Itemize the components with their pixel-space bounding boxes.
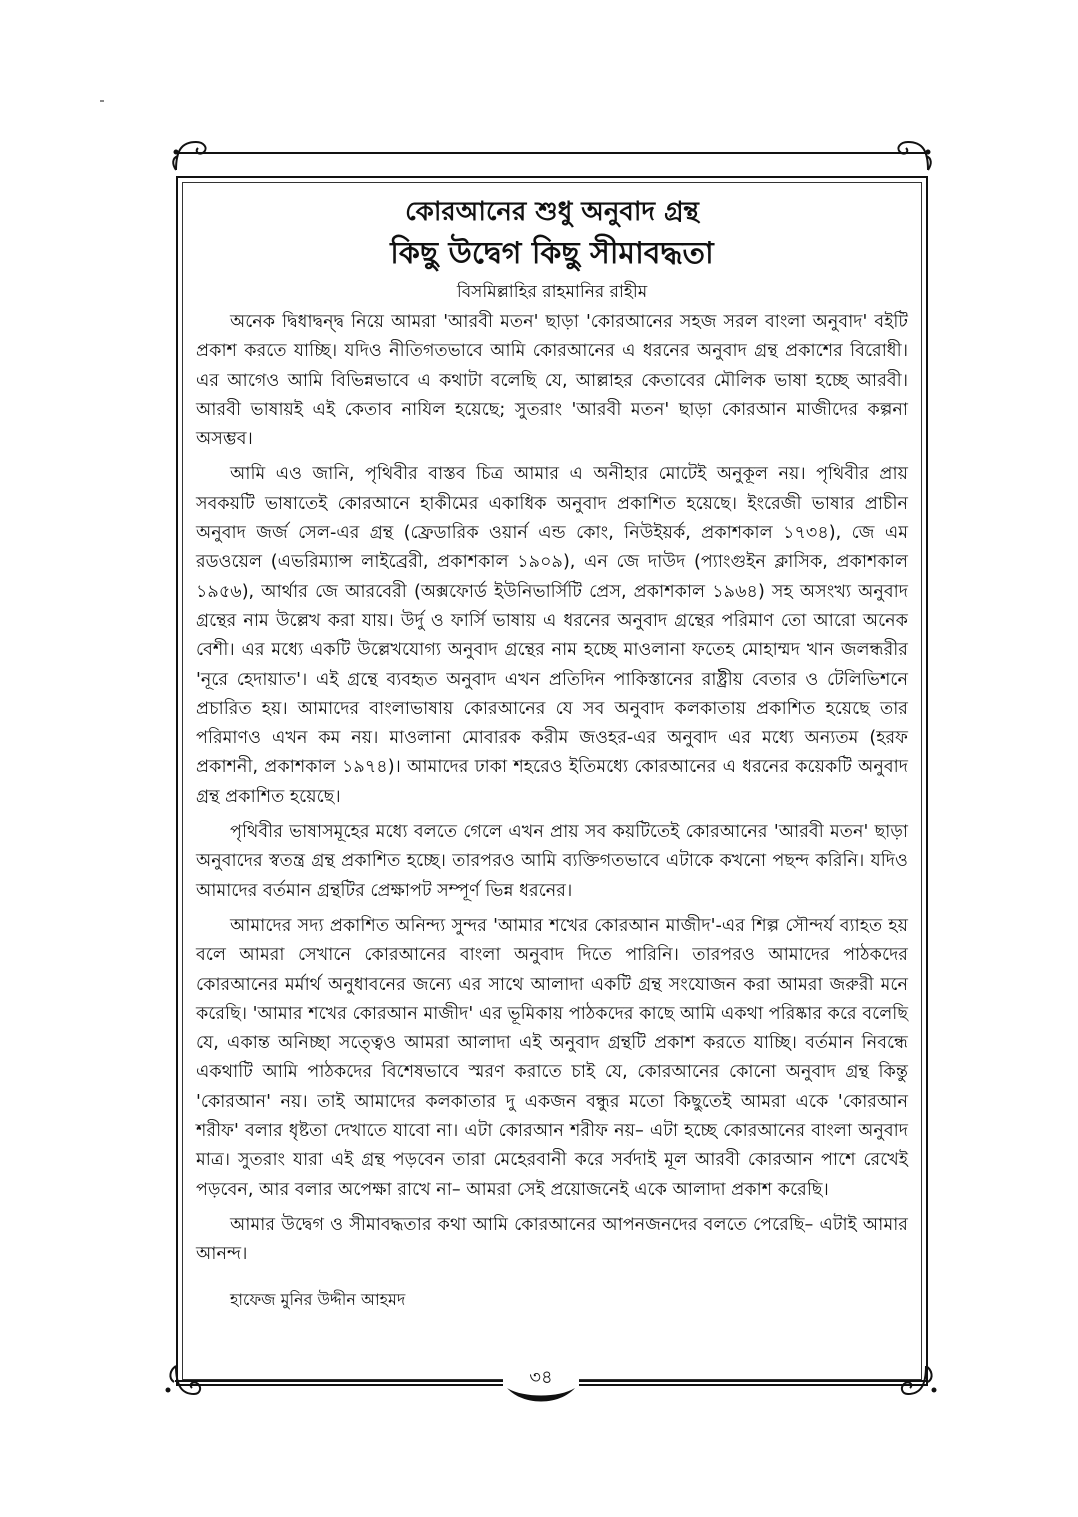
page-number-box	[503, 1362, 579, 1412]
basmala: বিসমিল্লাহির রাহমানির রাহীম	[456, 282, 648, 302]
paragraph: আমি এও জানি, পৃথিবীর বাস্তব চিত্র আমার এ অনীহার মোটেই অনুকূল নয়। পৃথিবীর প্রায় সবকয়টি ভাষাতেই কোরআনে হাকীমের একাধিক অনুবাদ প্রকাশিত হয়েছে। ইংরেজী ভাষার প্রাচীন অনুবাদ জর্জ সেল-এর গ্রন্থ (ফ্রেডারিক ওয়ার্ন এন্ড কোং, নিউইয়র্ক, প্রকাশকাল ১৭৩৪), জে এম রডওয়েল (এভরিম্যান্স লাইব্রেরী, প্রকাশকাল ১৯০৯), এন জে দাউদ (প্যাংগুইন ক্লাসিক, প্রকাশকাল ১৯৫৬), আর্থার জে আরবেরী (অক্সফোর্ড ইউনিভার্সিটি প্রেস, প্রকাশকাল ১৯৬৪) সহ অসংখ্য অনুবাদ গ্রন্থের নাম উল্লেখ করা যায়। উর্দু ও ফার্সি ভাষায় এ ধরনের অনুবাদ গ্রন্থের পরিমাণ তো আরো অনেক বেশী। এর মধ্যে একটি উল্লেখযোগ্য অনুবাদ গ্রন্থের নাম হচ্ছে মাওলানা ফতেহ মোহাম্মদ খান জলন্ধরীর 'নূরে হেদায়াত'। এই গ্রন্থে ব্যবহৃত অনুবাদ এখন প্রতিদিন পাকিস্তানের রাষ্ট্রীয় বেতার ও টেলিভিশনে প্রচারিত হয়। আমাদের বাংলাভাষায় কোরআনের যে সব অনুবাদ কলকাতায় প্রকাশিত হয়েছে তার পরিমাণও এখন কম নয়। মাওলানা মোবারক করীম জওহর-এর অনুবাদ এর মধ্যে অন্যতম (হরফ প্রকাশনী, প্রকাশকাল ১৯৭৪)। আমাদের ঢাকা শহরেও ইতিমধ্যে কোরআনের এ ধরনের কয়েকটি অনুবাদ গ্রন্থ প্রকাশিত হয়েছে।	[196, 464, 908, 807]
corner-ornament-top-left	[168, 130, 214, 176]
article	[196, 192, 908, 1314]
paragraph: পৃথিবীর ভাষাসমূহের মধ্যে বলতে গেলে এখন প্রায় সব কয়টিতেই কোরআনের 'আরবী মতন' ছাড়া অনুবাদের স্বতন্ত্র গ্রন্থ প্রকাশিত হচ্ছে। তারপরও আমি ব্যক্তিগতভাবে এটাকে কখনো পছন্দ করিনি। যদিও আমাদের বর্তমান গ্রন্থটির প্রেক্ষাপট সম্পূর্ণ ভিন্ন ধরনের।	[196, 822, 908, 901]
corner-ornament-bottom-left	[160, 1360, 206, 1406]
article-title: কোরআনের শুধু অনুবাদ গ্রন্থ	[405, 197, 699, 227]
paragraph: আমার উদ্বেগ ও সীমাবদ্ধতার কথা আমি কোরআনের আপনজনদের বলতে পেরেছি– এটাই আমার আনন্দ।	[196, 1214, 908, 1265]
corner-ornament-top-right	[890, 130, 936, 176]
top-border-rule	[175, 152, 927, 154]
paragraph: অনেক দ্বিধাদ্বন্দ্ব নিয়ে আমরা 'আরবী মতন' ছাড়া 'কোরআনের সহজ সরল বাংলা অনুবাদ' বইটি প্রকাশ করতে যাচ্ছি। যদিও নীতিগতভাবে আমি কোরআনের এ ধরনের অনুবাদ গ্রন্থ প্রকাশের বিরোধী। এর আগেও আমি বিভিন্নভাবে এ কথাটা বলেছি যে, আল্লাহর কেতাবের মৌলিক ভাষা হচ্ছে আরবী। আরবী ভাষায়ই এই কেতাব নাযিল হয়েছে; সুতরাং 'আরবী মতন' ছাড়া কোরআন মাজীদের কল্পনা অসম্ভব।	[196, 312, 908, 450]
article-subtitle: কিছু উদ্বেগ কিছু সীমাবদ্ধতা	[390, 236, 714, 271]
paragraph: আমাদের সদ্য প্রকাশিত অনিন্দ্য সুন্দর 'আমার শখের কোরআন মাজীদ'-এর শিল্প সৌন্দর্য ব্যাহত হয় বলে আমরা সেখানে কোরআনের বাংলা অনুবাদ দিতে পারিনি। তারপরও আমাদের পাঠকদের কোরআনের মর্মার্থ অনুধাবনের জন্যে এর সাথে আলাদা একটি গ্রন্থ সংযোজন করা আমরা জরুরী মনে করেছি। 'আমার শখের কোরআন মাজীদ' এর ভূমিকায় পাঠকদের কাছে আমি একথা পরিষ্কার করে বলেছি যে, একান্ত অনিচ্ছা সত্ত্বেও আমরা আলাদা এই অনুবাদ গ্রন্থটি প্রকাশ করতে যাচ্ছি। বর্তমান নিবন্ধে একথাটি আমি পাঠকদের বিশেষভাবে স্মরণ করাতে চাই যে, কোরআনের কোনো অনুবাদ গ্রন্থ কিন্তু 'কোরআন' নয়। তাই আমাদের কলকাতার দু একজন বন্ধুর মতো কিছুতেই আমরা একে 'কোরআন শরীফ' বলার ধৃষ্টতা দেখাতে যাবো না। এটা কোরআন শরীফ নয়– এটা হচ্ছে কোরআনের বাংলা অনুবাদ মাত্র। সুতরাং যারা এই গ্রন্থ পড়বেন তারা মেহেরবানী করে সর্বদাই মূল আরবী কোরআন পাশে রেখেই পড়বেন, আর বলার অপেক্ষা রাখে না– আমরা সেই প্রয়োজনেই একে আলাদা প্রকাশ করেছি।	[196, 915, 908, 1200]
page-number-swoosh	[503, 1384, 579, 1408]
author-signature: হাফেজ মুনির উদ্দীন আহমদ	[230, 1289, 406, 1309]
scan-speck	[100, 100, 104, 102]
corner-ornament-bottom-right	[896, 1360, 942, 1406]
page-number: ৩৪	[529, 1367, 553, 1388]
